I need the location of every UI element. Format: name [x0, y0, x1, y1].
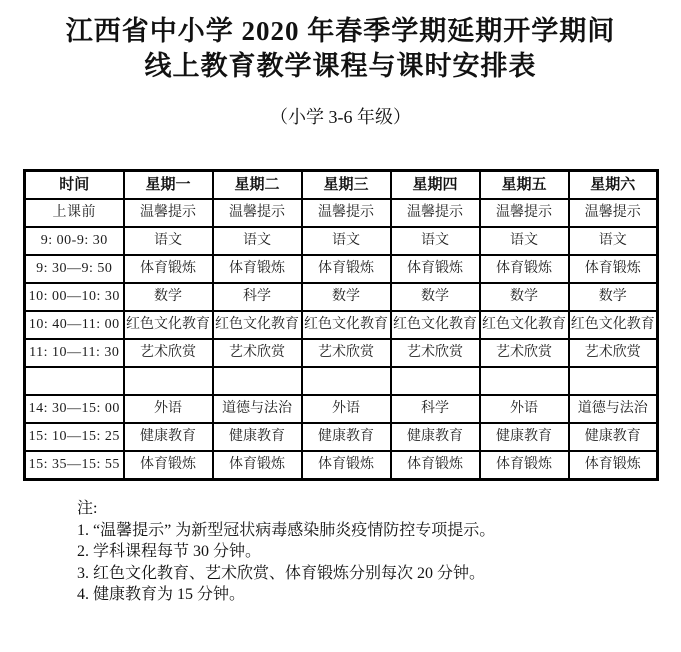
subject-cell: 语文 — [302, 227, 391, 255]
subject-cell: 体育锻炼 — [480, 451, 569, 480]
subject-cell: 温馨提示 — [569, 199, 658, 227]
time-cell: 11: 10—11: 30 — [25, 339, 124, 367]
notes-label: 注: — [77, 500, 98, 517]
header-saturday: 星期六 — [569, 171, 658, 200]
subject-cell: 科学 — [213, 283, 302, 311]
subject-cell: 温馨提示 — [302, 199, 391, 227]
time-cell: 9: 00-9: 30 — [25, 227, 124, 255]
table-header-row — [25, 171, 658, 200]
subject-cell: 艺术欣赏 — [124, 339, 213, 367]
subject-cell — [480, 367, 569, 395]
subject-cell: 数学 — [480, 283, 569, 311]
table-row — [25, 311, 658, 339]
subject-cell — [302, 367, 391, 395]
subject-cell: 温馨提示 — [213, 199, 302, 227]
page-subtitle: （小学 3-6 年级） — [270, 107, 411, 127]
subject-cell: 红色文化教育 — [391, 311, 480, 339]
subject-cell: 艺术欣赏 — [213, 339, 302, 367]
subject-cell: 健康教育 — [569, 423, 658, 451]
subject-cell: 语文 — [480, 227, 569, 255]
subject-cell: 体育锻炼 — [213, 451, 302, 480]
subject-cell — [391, 367, 480, 395]
subject-cell: 科学 — [391, 395, 480, 423]
table-row — [25, 423, 658, 451]
page-title — [10, 14, 671, 84]
subject-cell: 健康教育 — [391, 423, 480, 451]
table-row — [25, 227, 658, 255]
subject-cell: 数学 — [302, 283, 391, 311]
subject-cell: 温馨提示 — [124, 199, 213, 227]
time-cell: 14: 30—15: 00 — [25, 395, 124, 423]
subject-cell — [569, 367, 658, 395]
time-cell — [25, 367, 124, 395]
subject-cell: 数学 — [569, 283, 658, 311]
header-friday: 星期五 — [480, 171, 569, 200]
subject-cell: 健康教育 — [124, 423, 213, 451]
table-row — [25, 255, 658, 283]
subject-cell: 红色文化教育 — [213, 311, 302, 339]
subject-cell: 体育锻炼 — [391, 255, 480, 283]
subject-cell: 艺术欣赏 — [480, 339, 569, 367]
subject-cell: 艺术欣赏 — [302, 339, 391, 367]
subject-cell: 红色文化教育 — [302, 311, 391, 339]
subject-cell: 体育锻炼 — [124, 451, 213, 480]
time-cell: 10: 40—11: 00 — [25, 311, 124, 339]
subject-cell: 红色文化教育 — [569, 311, 658, 339]
header-time: 时间 — [25, 171, 124, 200]
table-row — [25, 367, 658, 395]
subject-cell: 语文 — [391, 227, 480, 255]
timetable — [23, 169, 659, 481]
note-item-3: 3. 红色文化教育、艺术欣赏、体育锻炼分别每次 20 分钟。 — [77, 564, 486, 582]
document-page — [0, 14, 681, 652]
page-title-line2: 线上教育教学课程与课时安排表 — [144, 51, 537, 81]
table-row — [25, 199, 658, 227]
subject-cell: 体育锻炼 — [302, 451, 391, 480]
subject-cell: 健康教育 — [302, 423, 391, 451]
page-title-line1: 江西省中小学 2020 年春季学期延期开学期间 — [65, 16, 616, 46]
header-monday: 星期一 — [124, 171, 213, 200]
subject-cell: 道德与法治 — [569, 395, 658, 423]
note-item-2: 2. 学科课程每节 30 分钟。 — [77, 543, 262, 560]
time-cell: 15: 35—15: 55 — [25, 451, 124, 480]
subject-cell: 温馨提示 — [480, 199, 569, 227]
table-row — [25, 451, 658, 480]
subject-cell — [213, 367, 302, 395]
subject-cell: 语文 — [213, 227, 302, 255]
header-wednesday: 星期三 — [302, 171, 391, 200]
subject-cell: 健康教育 — [480, 423, 569, 451]
note-item-4: 4. 健康教育为 15 分钟。 — [77, 586, 246, 603]
subject-cell: 外语 — [480, 395, 569, 423]
time-cell: 9: 30—9: 50 — [25, 255, 124, 283]
header-tuesday: 星期二 — [213, 171, 302, 200]
subject-cell: 体育锻炼 — [302, 255, 391, 283]
subject-cell: 外语 — [302, 395, 391, 423]
time-cell: 15: 10—15: 25 — [25, 423, 124, 451]
subject-cell: 体育锻炼 — [569, 451, 658, 480]
subject-cell: 语文 — [124, 227, 213, 255]
subject-cell: 艺术欣赏 — [391, 339, 480, 367]
subject-cell — [124, 367, 213, 395]
notes-section — [77, 498, 681, 606]
time-cell: 上课前 — [25, 199, 124, 227]
subject-cell: 体育锻炼 — [124, 255, 213, 283]
subject-cell: 体育锻炼 — [480, 255, 569, 283]
table-row — [25, 339, 658, 367]
subject-cell: 数学 — [124, 283, 213, 311]
subject-cell: 数学 — [391, 283, 480, 311]
subject-cell: 红色文化教育 — [124, 311, 213, 339]
subject-cell: 艺术欣赏 — [569, 339, 658, 367]
time-cell: 10: 00—10: 30 — [25, 283, 124, 311]
table-row — [25, 395, 658, 423]
subject-cell: 语文 — [569, 227, 658, 255]
subject-cell: 道德与法治 — [213, 395, 302, 423]
table-row — [25, 283, 658, 311]
subject-cell: 体育锻炼 — [569, 255, 658, 283]
subject-cell: 体育锻炼 — [391, 451, 480, 480]
timetable-body — [25, 199, 658, 480]
header-thursday: 星期四 — [391, 171, 480, 200]
note-item-1: 1. “温馨提示” 为新型冠状病毒感染肺炎疫情防控专项提示。 — [77, 521, 496, 539]
subject-cell: 外语 — [124, 395, 213, 423]
subject-cell: 温馨提示 — [391, 199, 480, 227]
subject-cell: 健康教育 — [213, 423, 302, 451]
subject-cell: 体育锻炼 — [213, 255, 302, 283]
subject-cell: 红色文化教育 — [480, 311, 569, 339]
